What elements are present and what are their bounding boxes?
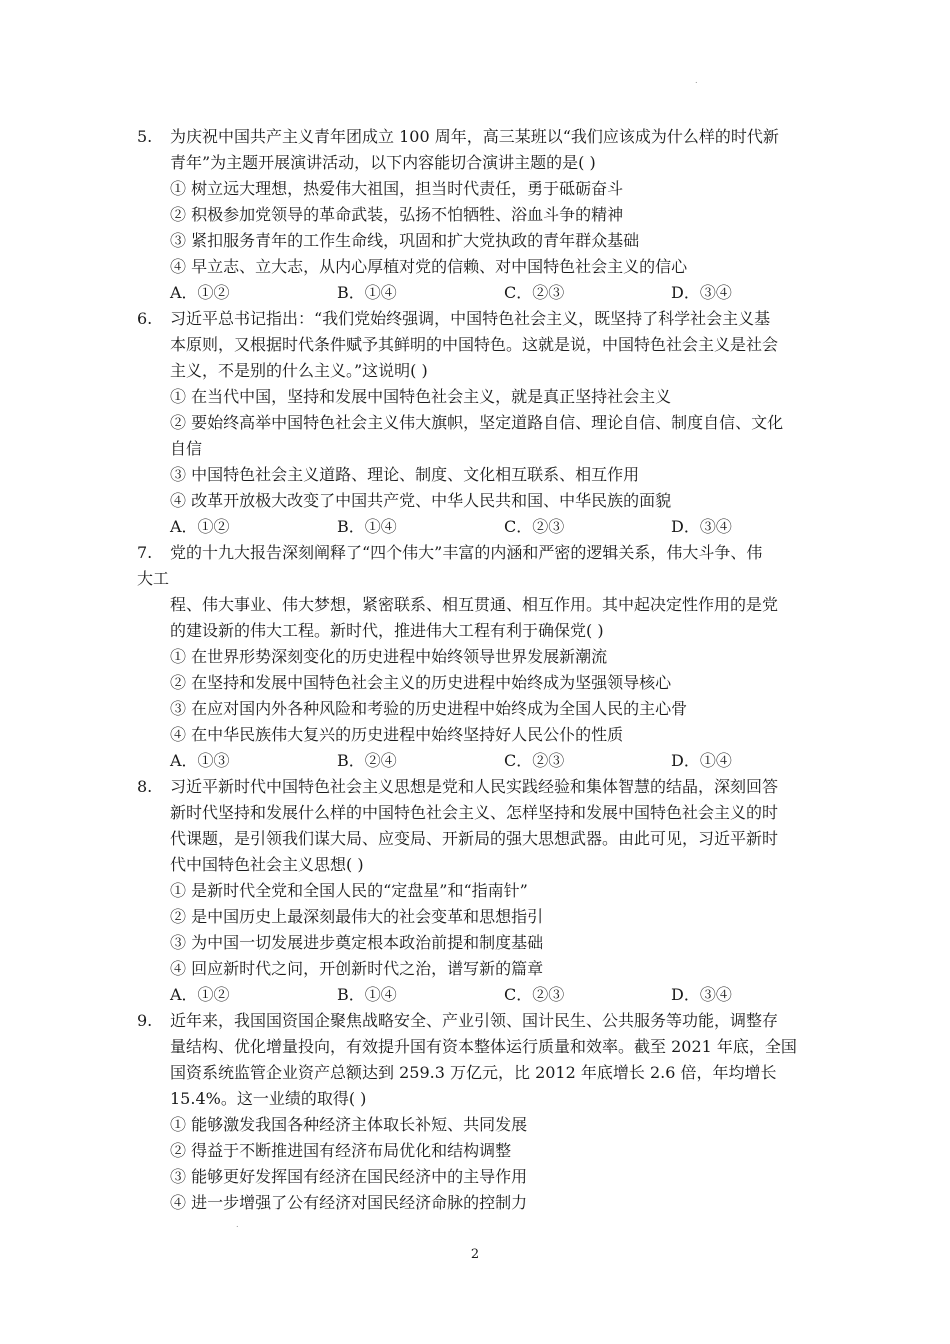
- option-a: A．①③: [170, 751, 230, 770]
- statement-item: ④ 早立志、立大志，从内心厚植对党的信赖、对中国特色社会主义的信心: [170, 257, 688, 276]
- option-d: D．③④: [671, 283, 732, 302]
- question-stem-line: 量结构、优化增量投向，有效提升国有资本整体运行质量和效率。截至 2021 年底，全国: [170, 1037, 797, 1056]
- statement-item: ② 积极参加党领导的革命武装，弘扬不怕牺牲、浴血斗争的精神: [170, 205, 624, 224]
- statement-item: ① 在世界形势深刻变化的历史进程中始终领导世界发展新潮流: [170, 647, 608, 666]
- option-c: C．②③: [504, 283, 565, 302]
- question-stem-line: 近年来，我国国资国企聚焦战略安全、产业引领、国计民生、公共服务等功能，调整存: [170, 1011, 779, 1030]
- statement-item: ③ 能够更好发挥国有经济在国民经济中的主导作用: [170, 1167, 528, 1186]
- question-number: 7.: [137, 543, 153, 562]
- question-number: 8.: [137, 777, 153, 796]
- statement-item: ③ 为中国一切发展进步奠定根本政治前提和制度基础: [170, 933, 544, 952]
- statement-item: ② 要始终高举中国特色社会主义伟大旗帜，坚定道路自信、理论自信、制度自信、文化: [170, 413, 784, 432]
- decorative-dot: .: [236, 1220, 239, 1229]
- statement-item-continued: 自信: [170, 439, 203, 458]
- statement-item: ① 在当代中国，坚持和发展中国特色社会主义，就是真正坚持社会主义: [170, 387, 672, 406]
- option-c: C．②③: [504, 517, 565, 536]
- question-stem-line: 青年”为主题开展演讲活动，以下内容能切合演讲主题的是( ): [170, 153, 596, 172]
- option-b: B．①④: [337, 985, 397, 1004]
- statement-item: ② 得益于不断推进国有经济布局优化和结构调整: [170, 1141, 512, 1160]
- statement-item: ① 是新时代全党和全国人民的“定盘星”和“指南针”: [170, 881, 528, 900]
- question-stem-line: 国资系统监管企业资产总额达到 259.3 万亿元，比 2012 年底增长 2.6 倍，年均增长: [170, 1063, 777, 1082]
- option-d: D．③④: [671, 517, 732, 536]
- statement-item: ③ 在应对国内外各种风险和考验的历史进程中始终成为全国人民的主心骨: [170, 699, 688, 718]
- question-stem-line: 程、伟大事业、伟大梦想，紧密联系、相互贯通、相互作用。其中起决定性作用的是党: [170, 595, 779, 614]
- question-number: 5.: [137, 127, 153, 146]
- option-b: B．①④: [337, 517, 397, 536]
- question-number: 9.: [137, 1011, 153, 1030]
- question-stem-line: 代课题，是引领我们谋大局、应变局、开新局的强大思想武器。由此可见，习近平新时: [170, 829, 779, 848]
- option-b: B．①④: [337, 283, 397, 302]
- option-d: D．①④: [671, 751, 732, 770]
- statement-item: ① 树立远大理想，热爱伟大祖国，担当时代责任，勇于砥砺奋斗: [170, 179, 624, 198]
- question-stem-line: 习近平新时代中国特色社会主义思想是党和人民实践经验和集体智慧的结晶，深刻回答: [170, 777, 779, 796]
- statement-item: ② 是中国历史上最深刻最伟大的社会变革和思想指引: [170, 907, 544, 926]
- question-stem-line: 为庆祝中国共产主义青年团成立 100 周年，高三某班以“我们应该成为什么样的时代新: [170, 127, 779, 146]
- option-a: A．①②: [170, 985, 230, 1004]
- statement-item: ③ 紧扣服务青年的工作生命线，巩固和扩大党执政的青年群众基础: [170, 231, 640, 250]
- page-number: 2: [470, 1247, 480, 1262]
- option-a: A．①②: [170, 517, 230, 536]
- option-a: A．①②: [170, 283, 230, 302]
- question-number: 6.: [137, 309, 153, 328]
- statement-item: ④ 改革开放极大改变了中国共产党、中华人民共和国、中华民族的面貌: [170, 491, 672, 510]
- question-stem-line: 党的十九大报告深刻阐释了“四个伟大”丰富的内涵和严密的逻辑关系，伟大斗争、伟: [170, 543, 763, 562]
- statement-item: ③ 中国特色社会主义道路、理论、制度、文化相互联系、相互作用: [170, 465, 640, 484]
- option-c: C．②③: [504, 751, 565, 770]
- statement-item: ① 能够激发我国各种经济主体取长补短、共同发展: [170, 1115, 528, 1134]
- question-stem-line: 15.4%。这一业绩的取得( ): [170, 1089, 367, 1108]
- statement-item: ④ 在中华民族伟大复兴的历史进程中始终坚持好人民公仆的性质: [170, 725, 624, 744]
- question-stem-line: 新时代坚持和发展什么样的中国特色社会主义、怎样坚持和发展中国特色社会主义的时: [170, 803, 779, 822]
- question-stem-line: 本原则，又根据时代条件赋予其鲜明的中国特色。这就是说，中国特色社会主义是社会: [170, 335, 779, 354]
- question-stem-line: 代中国特色社会主义思想( ): [170, 855, 364, 874]
- decorative-dot: .: [695, 76, 698, 85]
- option-d: D．③④: [671, 985, 732, 1004]
- question-stem-line: 大工: [137, 569, 170, 588]
- option-b: B．②④: [337, 751, 397, 770]
- question-stem-line: 的建设新的伟大工程。新时代，推进伟大工程有利于确保党( ): [170, 621, 604, 640]
- statement-item: ④ 进一步增强了公有经济对国民经济命脉的控制力: [170, 1193, 528, 1212]
- question-stem-line: 习近平总书记指出：“我们党始终强调，中国特色社会主义，既坚持了科学社会主义基: [170, 309, 771, 328]
- question-stem-line: 主义，不是别的什么主义。”这说明( ): [170, 361, 428, 380]
- statement-item: ② 在坚持和发展中国特色社会主义的历史进程中始终成为坚强领导核心: [170, 673, 672, 692]
- option-c: C．②③: [504, 985, 565, 1004]
- statement-item: ④ 回应新时代之问，开创新时代之治，谱写新的篇章: [170, 959, 544, 978]
